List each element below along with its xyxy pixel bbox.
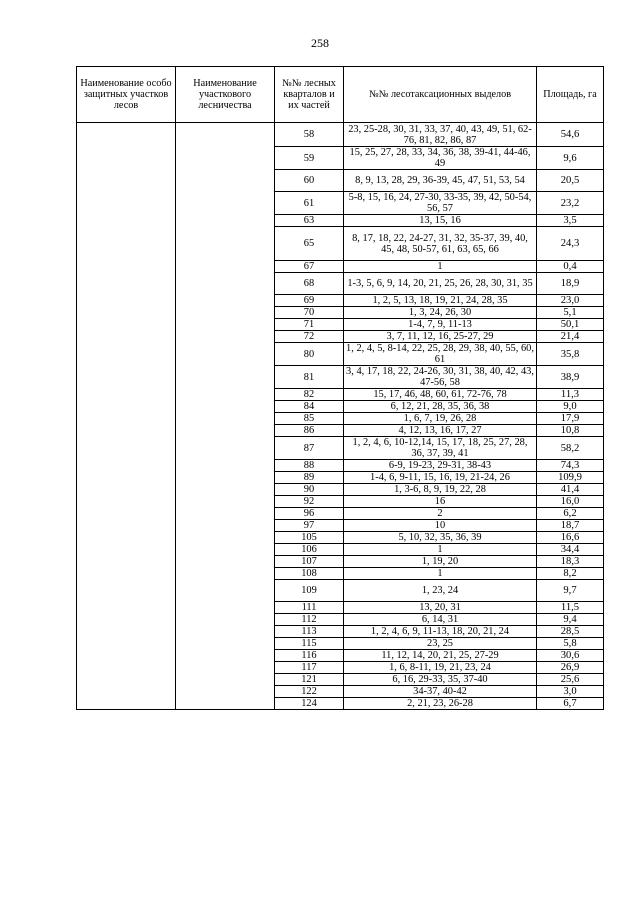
- quarter-cell: 84: [275, 401, 344, 413]
- quarter-cell: 112: [275, 614, 344, 626]
- area-cell: 6,2: [537, 508, 604, 520]
- quarter-cell: 115: [275, 638, 344, 650]
- area-cell: 24,3: [537, 227, 604, 261]
- area-cell: 41,4: [537, 484, 604, 496]
- quarter-cell: 70: [275, 307, 344, 319]
- sections-cell: 6, 12, 21, 28, 35, 36, 38: [344, 401, 537, 413]
- quarter-cell: 90: [275, 484, 344, 496]
- table-row: [77, 123, 604, 147]
- quarter-cell: 61: [275, 192, 344, 215]
- area-cell: 74,3: [537, 460, 604, 472]
- area-cell: 34,4: [537, 544, 604, 556]
- table-body: [77, 123, 604, 710]
- sections-cell: 3, 7, 11, 12, 16, 25-27, 29: [344, 331, 537, 343]
- area-cell: 23,0: [537, 295, 604, 307]
- sections-cell: 2: [344, 508, 537, 520]
- header-area: Площадь, га: [537, 67, 604, 123]
- header-quarters: №№ лесных кварталов и их частей: [275, 67, 344, 123]
- sections-cell: 13, 20, 31: [344, 602, 537, 614]
- sections-cell: 6, 16, 29-33, 35, 37-40: [344, 674, 537, 686]
- area-cell: 5,8: [537, 638, 604, 650]
- area-cell: 30,6: [537, 650, 604, 662]
- area-name-cell: [77, 123, 176, 710]
- area-cell: 18,7: [537, 520, 604, 532]
- sections-cell: 23, 25-28, 30, 31, 33, 37, 40, 43, 49, 51, 62-76, 81, 82, 86, 87: [344, 123, 537, 147]
- area-cell: 3,0: [537, 686, 604, 698]
- sections-cell: 1-4, 7, 9, 11-13: [344, 319, 537, 331]
- sections-cell: 1, 23, 24: [344, 580, 537, 602]
- sections-cell: 5-8, 15, 16, 24, 27-30, 33-35, 39, 42, 50-54, 56, 57: [344, 192, 537, 215]
- area-cell: 6,7: [537, 698, 604, 710]
- area-cell: 54,6: [537, 123, 604, 147]
- area-cell: 26,9: [537, 662, 604, 674]
- quarter-cell: 107: [275, 556, 344, 568]
- sections-cell: 1-3, 5, 6, 9, 14, 20, 21, 25, 26, 28, 30, 31, 35: [344, 273, 537, 295]
- area-cell: 16,0: [537, 496, 604, 508]
- header-district: Наименование участкового лесничества: [176, 67, 275, 123]
- sections-cell: 8, 9, 13, 28, 29, 36-39, 45, 47, 51, 53, 54: [344, 170, 537, 192]
- area-cell: 58,2: [537, 437, 604, 460]
- quarter-cell: 65: [275, 227, 344, 261]
- quarter-cell: 60: [275, 170, 344, 192]
- quarter-cell: 85: [275, 413, 344, 425]
- quarter-cell: 92: [275, 496, 344, 508]
- area-cell: 9,0: [537, 401, 604, 413]
- quarter-cell: 108: [275, 568, 344, 580]
- quarter-cell: 59: [275, 147, 344, 170]
- quarter-cell: 82: [275, 389, 344, 401]
- area-cell: 21,4: [537, 331, 604, 343]
- quarter-cell: 68: [275, 273, 344, 295]
- quarter-cell: 88: [275, 460, 344, 472]
- area-cell: 9,7: [537, 580, 604, 602]
- quarter-cell: 117: [275, 662, 344, 674]
- quarter-cell: 105: [275, 532, 344, 544]
- table-header-row: [77, 67, 604, 123]
- sections-cell: 10: [344, 520, 537, 532]
- quarter-cell: 111: [275, 602, 344, 614]
- sections-cell: 1, 2, 4, 6, 10-12,14, 15, 17, 18, 25, 27, 28, 36, 37, 39, 41: [344, 437, 537, 460]
- forest-sections-table: [76, 66, 604, 710]
- area-cell: 38,9: [537, 366, 604, 389]
- quarter-cell: 58: [275, 123, 344, 147]
- area-cell: 16,6: [537, 532, 604, 544]
- sections-cell: 6-9, 19-23, 29-31, 38-43: [344, 460, 537, 472]
- sections-cell: 1: [344, 568, 537, 580]
- quarter-cell: 86: [275, 425, 344, 437]
- page-number: 258: [311, 36, 329, 50]
- quarter-cell: 71: [275, 319, 344, 331]
- quarter-cell: 81: [275, 366, 344, 389]
- sections-cell: 13, 15, 16: [344, 215, 537, 227]
- area-cell: 0,4: [537, 261, 604, 273]
- sections-cell: 1, 3, 24, 26, 30: [344, 307, 537, 319]
- sections-cell: 1-4, 6, 9-11, 15, 16, 19, 21-24, 26: [344, 472, 537, 484]
- quarter-cell: 121: [275, 674, 344, 686]
- sections-cell: 1, 2, 4, 5, 8-14, 22, 25, 28, 29, 38, 40, 55, 60, 61: [344, 343, 537, 366]
- quarter-cell: 113: [275, 626, 344, 638]
- area-cell: 8,2: [537, 568, 604, 580]
- quarter-cell: 87: [275, 437, 344, 460]
- quarter-cell: 109: [275, 580, 344, 602]
- sections-cell: 1, 19, 20: [344, 556, 537, 568]
- area-cell: 9,4: [537, 614, 604, 626]
- sections-cell: 1: [344, 544, 537, 556]
- sections-cell: 1, 6, 7, 19, 26, 28: [344, 413, 537, 425]
- area-cell: 10,8: [537, 425, 604, 437]
- area-cell: 50,1: [537, 319, 604, 331]
- area-cell: 5,1: [537, 307, 604, 319]
- area-cell: 11,3: [537, 389, 604, 401]
- quarter-cell: 89: [275, 472, 344, 484]
- sections-cell: 1, 2, 4, 6, 9, 11-13, 18, 20, 21, 24: [344, 626, 537, 638]
- quarter-cell: 67: [275, 261, 344, 273]
- area-cell: 9,6: [537, 147, 604, 170]
- sections-cell: 34-37, 40-42: [344, 686, 537, 698]
- area-cell: 20,5: [537, 170, 604, 192]
- quarter-cell: 106: [275, 544, 344, 556]
- header-area-name: Наименование особо защитных участков лесов: [77, 67, 176, 123]
- sections-cell: 8, 17, 18, 22, 24-27, 31, 32, 35-37, 39, 40, 45, 48, 50-57, 61, 63, 65, 66: [344, 227, 537, 261]
- area-cell: 109,9: [537, 472, 604, 484]
- sections-cell: 3, 4, 17, 18, 22, 24-26, 30, 31, 38, 40, 42, 43, 47-56, 58: [344, 366, 537, 389]
- sections-cell: 15, 17, 46, 48, 60, 61, 72-76, 78: [344, 389, 537, 401]
- area-cell: 3,5: [537, 215, 604, 227]
- quarter-cell: 80: [275, 343, 344, 366]
- sections-cell: 1, 6, 8-11, 19, 21, 23, 24: [344, 662, 537, 674]
- district-cell: [176, 123, 275, 710]
- sections-cell: 15, 25, 27, 28, 33, 34, 36, 38, 39-41, 44-46, 49: [344, 147, 537, 170]
- sections-cell: 23, 25: [344, 638, 537, 650]
- sections-cell: 1, 3-6, 8, 9, 19, 22, 28: [344, 484, 537, 496]
- sections-cell: 4, 12, 13, 16, 17, 27: [344, 425, 537, 437]
- area-cell: 25,6: [537, 674, 604, 686]
- quarter-cell: 122: [275, 686, 344, 698]
- sections-cell: 16: [344, 496, 537, 508]
- area-cell: 23,2: [537, 192, 604, 215]
- area-cell: 35,8: [537, 343, 604, 366]
- area-cell: 18,3: [537, 556, 604, 568]
- sections-cell: 2, 21, 23, 26-28: [344, 698, 537, 710]
- quarter-cell: 69: [275, 295, 344, 307]
- area-cell: 11,5: [537, 602, 604, 614]
- quarter-cell: 97: [275, 520, 344, 532]
- quarter-cell: 116: [275, 650, 344, 662]
- area-cell: 17,9: [537, 413, 604, 425]
- area-cell: 28,5: [537, 626, 604, 638]
- area-cell: 18,9: [537, 273, 604, 295]
- sections-cell: 5, 10, 32, 35, 36, 39: [344, 532, 537, 544]
- sections-cell: 1: [344, 261, 537, 273]
- sections-cell: 11, 12, 14, 20, 21, 25, 27-29: [344, 650, 537, 662]
- quarter-cell: 72: [275, 331, 344, 343]
- sections-cell: 6, 14, 31: [344, 614, 537, 626]
- quarter-cell: 63: [275, 215, 344, 227]
- sections-cell: 1, 2, 5, 13, 18, 19, 21, 24, 28, 35: [344, 295, 537, 307]
- quarter-cell: 96: [275, 508, 344, 520]
- quarter-cell: 124: [275, 698, 344, 710]
- header-sections: №№ лесотаксационных выделов: [344, 67, 537, 123]
